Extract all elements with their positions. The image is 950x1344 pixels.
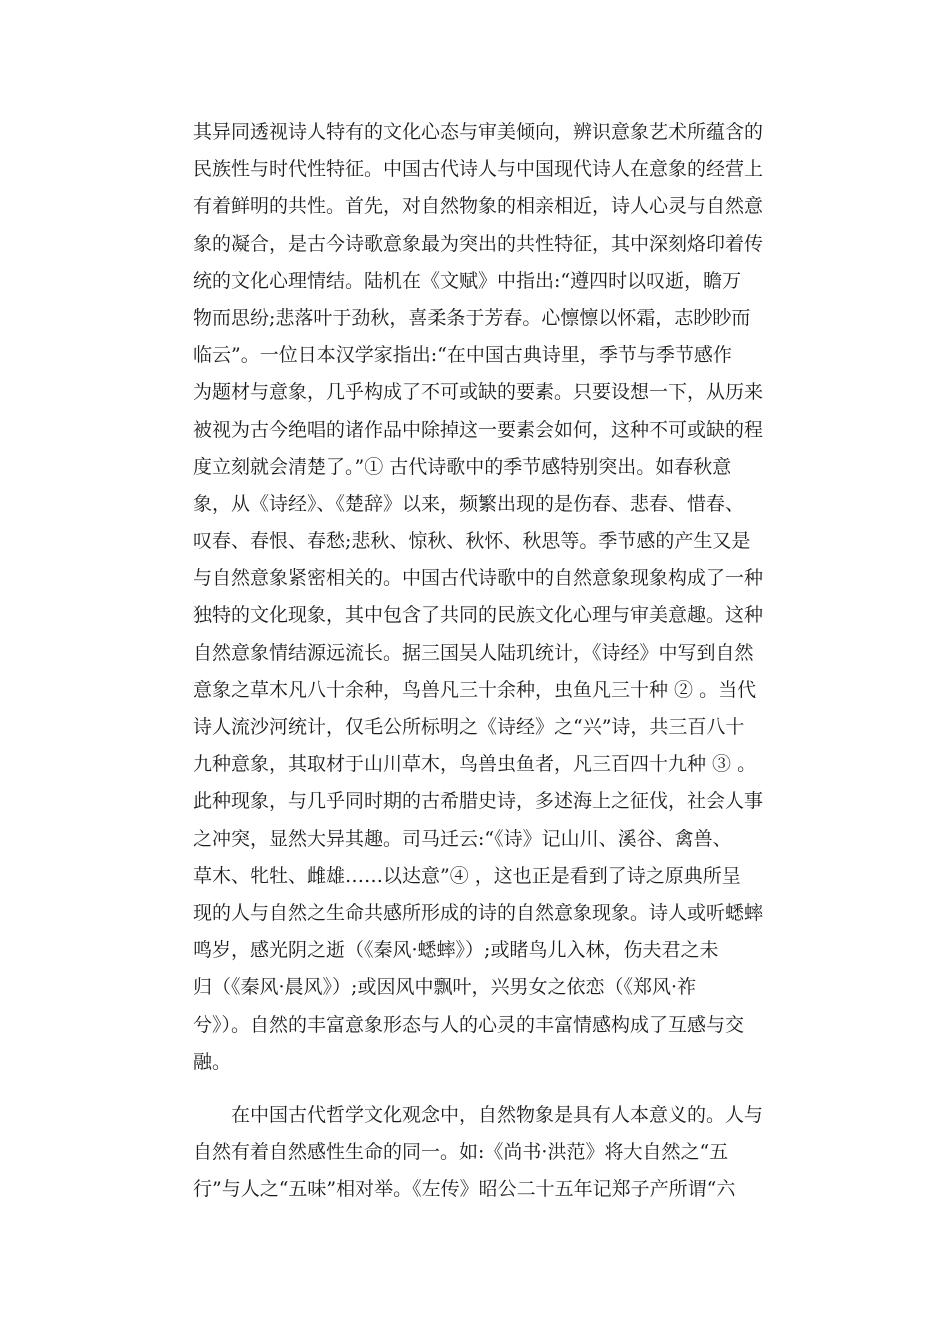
text-line: 被视为古今绝唱的诸作品中除掉这一要素会如何，这种不可或缺的程 [193, 418, 764, 441]
text-line: 意象之草木凡八十余种，鸟兽凡三十余种，虫鱼凡三十种 ② 。当代 [193, 678, 757, 701]
text-line: 为题材与意象，几乎构成了不可或缺的要素。只要设想一下，从历来 [193, 381, 764, 404]
text-line: 九种意象，其取材于山川草木，鸟兽虫鱼者，凡三百四十九种 ③ 。 [193, 753, 757, 776]
text-line: 与自然意象紧密相关的。中国古代诗歌中的自然意象现象构成了一种 [193, 567, 764, 590]
text-line: 象的凝合，是古今诗歌意象最为突出的共性特征，其中深刻烙印着传 [193, 232, 764, 255]
text-line: 归（《秦风·晨风》）;或因风中飘叶，兴男女之依恋（《郑风·祚 [193, 976, 696, 999]
text-line: 有着鲜明的共性。首先，对自然物象的相亲相近，诗人心灵与自然意 [193, 195, 764, 218]
text-line: 统的文化心理情结。陆机在《文赋》中指出:“遵四时以叹逝，瞻万 [193, 269, 742, 292]
text-line: 临云”。一位日本汉学家指出:“在中国古典诗里，季节与季节感作 [193, 344, 732, 367]
text-line: 之冲突，显然大异其趣。司马迁云:“《诗》记山川、溪谷、禽兽、 [193, 827, 732, 850]
paragraph-1 [193, 114, 773, 1081]
text-line: 自然有着自然感性生命的同一。如:《尚书·洪范》将大自然之“五 [193, 1141, 729, 1164]
text-line: 民族性与时代性特征。中国古代诗人与中国现代诗人在意象的经营上 [193, 158, 764, 181]
paragraph-2 [193, 1097, 773, 1209]
text-line: 融。 [193, 1050, 232, 1073]
text-line: 兮》）。自然的丰富意象形态与人的心灵的丰富情感构成了互感与交 [193, 1013, 745, 1036]
text-line: 草木、牝牡、雌雄……以达意”④ ，这也正是看到了诗之原典所呈 [193, 864, 741, 887]
text-line: 行”与人之“五味”相对举。《左传》昭公二十五年记郑子产所谓“六 [193, 1178, 736, 1201]
text-line: 此种现象，与几乎同时期的古希腊史诗，多述海上之征伐，社会人事 [193, 790, 764, 813]
text-line: 现的人与自然之生命共感所形成的诗的自然意象现象。诗人或听蟋蟀 [193, 901, 764, 924]
text-line: 度立刻就会清楚了。”① 古代诗歌中的季节感特别突出。如春秋意 [193, 455, 732, 478]
text-line: 其异同透视诗人特有的文化心态与审美倾向，辨识意象艺术所蕴含的 [193, 121, 764, 143]
text-line: 叹春、春恨、春愁;悲秋、惊秋、秋怀、秋思等。季节感的产生又是 [193, 530, 751, 553]
text-line: 物而思纷;悲落叶于劲秋，喜柔条于芳春。心懔懔以怀霜，志眇眇而 [193, 306, 751, 329]
text-line: 鸣岁，感光阴之逝（《秦风·蟋蟀》）;或睹鸟儿入林，伤夫君之未 [193, 939, 719, 962]
text-line: 诗人流沙河统计，仅毛公所标明之《诗经》之“兴”诗，共三百八十 [193, 716, 745, 738]
text-line: 在中国古代哲学文化观念中，自然物象是具有人本意义的。人与 [231, 1104, 764, 1126]
text-line: 象，从《诗经》、《楚辞》以来，频繁出现的是伤春、悲春、惜春、 [193, 492, 745, 515]
text-line: 独特的文化现象，其中包含了共同的民族文化心理与审美意趣。这种 [193, 604, 764, 627]
text-line: 自然意象情结源远流长。据三国吴人陆玑统计，《诗经》中写到自然 [193, 641, 754, 664]
